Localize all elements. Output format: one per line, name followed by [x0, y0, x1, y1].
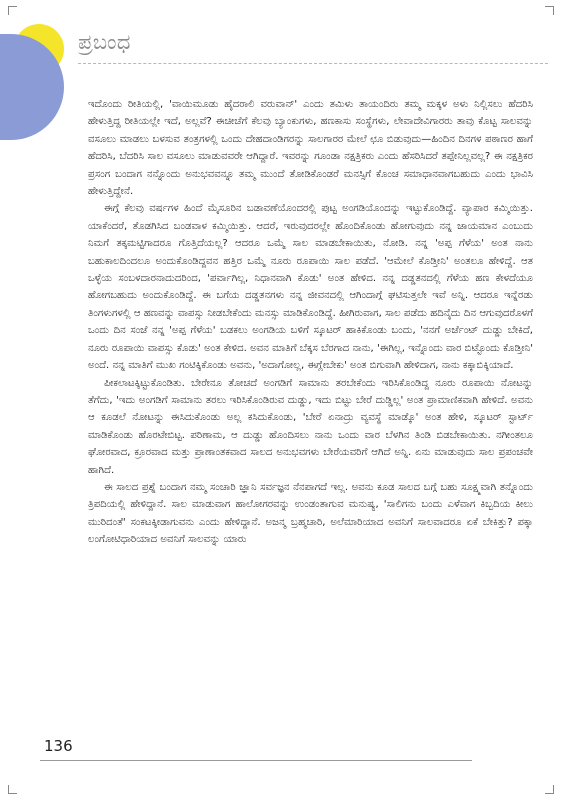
crop-mark-bottom-right — [545, 785, 554, 794]
crop-mark-top-right — [545, 6, 554, 15]
paragraph: ಈ ಸಾಲದ ಪ್ರಶ್ನೆ ಬಂದಾಗ ನಮ್ಮ ಸಂಚಾರಿ ಜ್ಞಾನಿ ಸರ್ವಜ್ಞನ ನೆನಪಾಗದೆ ಇಲ್ಲ. ಅವನು ಕೂಡ ಸಾಲದ ಬಗ್ಗೆ ಬಹು ಸೂಕ್ಷ್ಮವಾಗಿ ತನ್ನೊಂದು ತ್ರಿಪದಿಯಲ್ಲಿ ಹೇಳಿದ್ದಾನೆ. ಸಾಲ ಮಾಡುವಾಗ ಹಾಲೋಗರವನ್ನು ಉಂಡಂತಾಗುವ ಮನುಷ್ಯ, 'ಸಾಲಿಗನು ಬಂದು ಎಳೆವಾಗ ಕಿಬ್ಬದಿಯ ಕೀಲು ಮುರಿದಂತೆ' ಸಂಕಟಕ್ಕೀಡಾಗುವನು ಎಂದು ಹೇಳಿದ್ದಾನೆ. ಅಜನ್ಮ ಬ್ರಹ್ಮಚಾರಿ, ಅಲೆಮಾರಿಯಾದ ಅವನಿಗೆ ಸಾಲವಾದರೂ ಏಕೆ ಬೇಕಿತ್ತು? ಪಕ್ಕಾ ಲಂಗೋಟಿಧಾರಿಯಾದ ಅವನಿಗೆ ಸಾಲವನ್ನು ಯಾರು — [88, 481, 533, 546]
crop-mark-bottom-left — [8, 785, 17, 794]
footer-divider — [40, 760, 472, 761]
header-divider — [78, 63, 548, 64]
paragraph: ಇದೊಂದು ರೀತಿಯಲ್ಲಿ, 'ವಾಯಿಮೂಡು ಹೈದರಾಲಿ ವರುವಾನ್' ಎಂದು ತಮಿಳು ತಾಯಂದಿರು ತಮ್ಮ ಮಕ್ಕಳ ಅಳು ನಿಲ್ಲಿಸಲು ಹೆದರಿಸಿ ಹೇಳುತ್ತಿದ್ದ ರೀತಿಯಲ್ಲೇ ಇದೆ, ಅಲ್ಲವೆ? ಈಚೀಚೆಗೆ ಕೆಲವು ಬ್ಯಾಂಕುಗಳು, ಹಣಕಾಸು ಸಂಸ್ಥೆಗಳು, ಲೇವಾದೇವಿಗಾರರು ತಾವು ಕೊಟ್ಟ ಸಾಲವನ್ನು ವಸೂಲು ಮಾಡಲು ಬಳಸುವ ತಂತ್ರಗಳಲ್ಲಿ ಒಂದು ದೇಹದಾಂಡಿಗರನ್ನು ಸಾಲಗಾರರ ಮೇಲೆ ಛೂ ಬಿಡುವುದು—ಹಿಂದಿನ ದಿನಗಳ ಪಠಾಣರ ಹಾಗೆ ಹೆದರಿಸಿ, ಬೆದರಿಸಿ ಸಾಲ ವಸೂಲು ಮಾಡುವವರೇ ಆಗಿದ್ದಾರೆ. ಇವರನ್ನು ಗೂಂಡಾ ನಕ್ಷತ್ರಿಕರು ಎಂದು ಹೆಸರಿಸಿದರೆ ತಪ್ಪೇನಿಲ್ಲವಲ್ಲ? ಈ ನಕ್ಷತ್ರಿಕರ ಪ್ರಸಂಗ ಬಂದಾಗ ನನ್ನೊಂದು ಅನುಭವವನ್ನೂ ತಮ್ಮ ಮುಂದೆ ತೋಡಿಕೊಂಡರೆ ಮನಸ್ಸಿಗೆ ಕೊಂಚ ಸಮಾಧಾನವಾಗಬಹುದು ಎಂದು ಭಾವಿಸಿ ಹೇಳುತ್ತಿದ್ದೇನೆ. — [88, 99, 533, 198]
section-title: ಪ್ರಬಂಧ — [78, 30, 131, 54]
page-number: 136 — [44, 737, 73, 755]
article-body — [88, 96, 533, 549]
paragraph: ಈಗ್ಗೆ ಕೆಲವು ವರ್ಷಗಳ ಹಿಂದೆ ಮೈಸೂರಿನ ಬಡಾವಣೆಯೊಂದರಲ್ಲಿ ಪುಟ್ಟ ಅಂಗಡಿಯೊಂದನ್ನು ಇಟ್ಟುಕೊಂಡಿದ್ದೆ. ವ್ಯಾಪಾರ ಕಮ್ಮಿಯಿತ್ತು. ಯಾಕೆಂದರೆ, ತೊಡಗಿಸಿದ ಬಂಡವಾಳ ಕಮ್ಮಿಯಿತ್ತು. ಆದರೆ, ಇರುವುದರಲ್ಲೇ ಹೊಂದಿಕೊಂಡು ಹೋಗುವುದು ನನ್ನ ಜಾಯಮಾನ ಎಂಬುದು ನಿಮಗೆ ತಕ್ಕಮಟ್ಟಿಗಾದರೂ ಗೊತ್ತಿದೆಯಲ್ಲ? ಆದರೂ ಒಮ್ಮೆ ಸಾಲ ಮಾಡಬೇಕಾಯಿತು, ನೋಡಿ. ನನ್ನ 'ಅಪ್ಪ ಗೆಳೆಯ' ಅಂತ ನಾನು ಬಹುಕಾಲದಿಂದಲೂ ಅಂದುಕೊಂಡಿದ್ದವನ ಹತ್ತಿರ ಒಮ್ಮೆ ನೂರು ರೂಪಾಯಿ ಸಾಲ ಪಡೆದೆ. 'ಆಮೇಲೆ ಕೊಡ್ತೀನಿ' ಅಂತಲೂ ಹೇಳಿದ್ದೆ. ಆತ ಒಳ್ಳೆಯ ಸಂಬಳದಾರನಾದುದರಿಂದ, 'ಪರ್ವಾಗಿಲ್ಲ, ನಿಧಾನವಾಗಿ ಕೊಡು' ಅಂತ ಹೇಳಿದ. ನನ್ನ ದಡ್ಡತನದಲ್ಲಿ ಗೆಳೆಯ ಹಣ ಕೇಳದೆಯೂ ಹೋಗಬಹುದು ಅಂದುಕೊಂಡಿದ್ದೆ. ಈ ಬಗೆಯ ದಡ್ಡತನಗಳು ನನ್ನ ಜೀವನದಲ್ಲಿ ಆಗಿಂದಾಗ್ಗೆ ಘಟಿಸುತ್ತಲೇ ಇವೆ ಅನ್ನಿ. ಆದರೂ ಇನ್ನೆರಡು ತಿಂಗಳುಗಳಲ್ಲಿ ಆ ಹಣವನ್ನು ವಾಪಸ್ಸು ನೀಡಬೇಕೆಂದು ಮನಸ್ಸು ಮಾಡಿಕೊಂಡಿದ್ದೆ. ಹೀಗಿರುವಾಗ, ಸಾಲ ಪಡೆದು ಹದಿನೈದು ದಿನ ಆಗುವುದರೊಳಗೆ ಒಂದು ದಿನ ಸಂಜೆ ನನ್ನ 'ಅಪ್ಪ ಗೆಳೆಯ' ಬಡಕಲು ಅಂಗಡಿಯ ಬಳಿಗೆ ಸ್ಕೂಟರ್ ಹಾಕಿಕೊಂಡು ಬಂದು, 'ನನಗೆ ಅರ್ಜೆಂಟ್ ದುಡ್ಡು ಬೇಕಿದೆ, ನೂರು ರೂಪಾಯಿ ವಾಪಸ್ಸು ಕೊಡು' ಅಂತ ಕೇಳಿದ. ಅವನ ಮಾತಿಗೆ ಬೆಕ್ಕಸ ಬೆರಗಾದ ನಾನು, 'ಈಗಿಲ್ಲ, ಇನ್ನೊಂದು ವಾರ ಬಿಟ್ಟೊಂದು ಕೊಡ್ತೀನಿ' ಅಂದೆ. ನನ್ನ ಮಾತಿಗೆ ಮುಖ ಗಂಟಿಕ್ಕಿಕೊಂಡು ಅವನು, 'ಅದಾಗೋಲ್ಲ, ಈಗ್ಲೇಬೇಕು' ಅಂತ ಬಿಗುವಾಗಿ ಹೇಳಿದಾಗ, ನಾನು ಕಕ್ಕಾಬಿಕ್ಕಿಯಾದೆ. — [88, 203, 533, 372]
crop-mark-top-left — [8, 6, 17, 15]
paragraph: ಪೀಕಲಾಟಕ್ಕಿಟ್ಟುಕೊಂಡಿತು. ಬೇರೇನೂ ತೋಚದೆ ಅಂಗಡಿಗೆ ಸಾಮಾನು ತರಬೇಕೆಂದು ಇರಿಸಿಕೊಂಡಿದ್ದ ನೂರು ರೂಪಾಯಿ ನೋಟನ್ನು ತೆಗೆದು, 'ಇದು ಅಂಗಡಿಗೆ ಸಾಮಾನು ತರಲು ಇರಿಸಿಕೊಂಡಿರುವ ದುಡ್ಡು, ಇದು ಬಿಟ್ಟು ಬೇರೆ ದುಡ್ಡಿಲ್ಲ' ಅಂತ ಪ್ರಾಮಾಣಿಕವಾಗಿ ಹೇಳಿದೆ. ಅವನು ಆ ಕೂಡಲೆ ನೋಟನ್ನು ಈಸಿದುಕೊಂಡು ಅಲ್ಲ ಕಸಿದುಕೊಂಡು, 'ಬೇರೆ ಏನಾದ್ರು ವ್ಯವಸ್ಥೆ ಮಾಡ್ಕೊ' ಅಂತ ಹೇಳಿ, ಸ್ಕೂಟರ್ ಸ್ಟಾರ್ಟ್ ಮಾಡಿಕೊಂಡು ಹೊರಟೇಬಿಟ್ಟ. ಪರಿಣಾಮ, ಆ ದುಡ್ಡು ಹೊಂದಿಸಲು ನಾನು ಒಂದು ವಾರ ಬೆಳಗಿನ ತಿಂಡಿ ಬಿಡಬೇಕಾಯಿತು. ನಗೀಂತಲೂ ಘೋರವಾದ, ಕ್ರೂರವಾದ ಮತ್ತು ಪ್ರಾಣಾಂತಕವಾದ ಸಾಲದ ಅನುಭವಗಳು ಬೇರೆಯವರಿಗೆ ಆಗಿದೆ ಅನ್ನಿ. ಏನು ಮಾಡುವುದು ಸಾಲ ಪ್ರಪಂಚವೇ ಹಾಗಿದೆ. — [88, 377, 533, 476]
